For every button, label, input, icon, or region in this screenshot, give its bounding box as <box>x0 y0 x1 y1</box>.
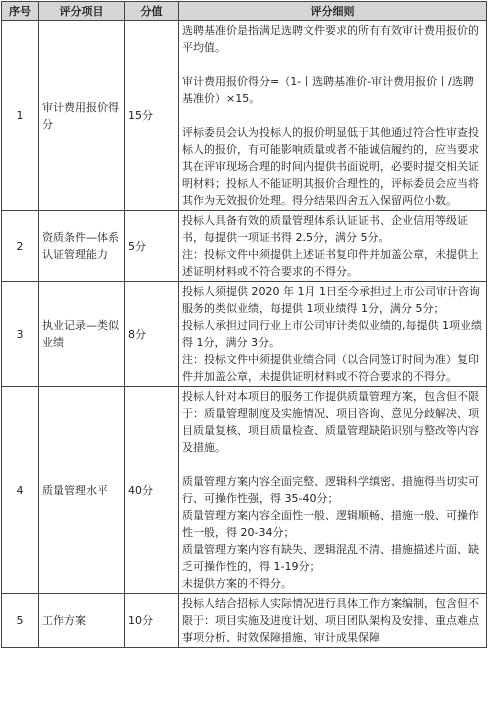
row-number: 4 <box>2 387 39 594</box>
detail-paragraph: 质量管理方案内容全面完整、逻辑科学缜密、措施得当切实可行、可操作性强，得 35-40分； <box>182 475 479 505</box>
detail-blank-line <box>182 107 483 124</box>
detail-paragraph: 投标人针对本项目的服务工作提供质量管理方案，包含但不限于：质量管理制度及实施情况、项目咨询、意见分歧解决、项目质量复核、项目质量检查、质量管理缺陷识别与整改等内容及措施。 <box>182 390 479 454</box>
row-detail <box>179 387 487 594</box>
detail-blank-line <box>182 56 483 73</box>
table-row <box>2 387 487 594</box>
row-score: 15分 <box>125 21 179 211</box>
header-score: 分值 <box>125 2 179 21</box>
row-score: 5分 <box>125 211 179 282</box>
detail-paragraph: 质量管理方案内容全面性一般、逻辑顺畅、措施一般、可操作性一般，得 20-34分； <box>182 509 479 539</box>
detail-paragraph: 质量管理方案内容有缺失、逻辑混乱不清、措施描述片面、缺乏可操作性的，得 1-19分； <box>182 543 479 573</box>
detail-paragraph: 选聘基准价是指满足选聘文件要求的所有有效审计费用报价的平均值。 <box>182 24 479 54</box>
row-detail <box>179 282 487 387</box>
table-row <box>2 21 487 211</box>
row-detail <box>179 211 487 282</box>
table-header-row <box>2 2 487 21</box>
header-no: 序号 <box>2 2 39 21</box>
detail-paragraph: 投标人须提供 2020 年 1月 1日至今承担过上市公司审计咨询服务的类似业绩，每提供 1项业绩得 1分，满分 5分； <box>182 285 480 315</box>
row-number: 5 <box>2 594 39 648</box>
detail-blank-line <box>182 456 483 473</box>
row-number: 2 <box>2 211 39 282</box>
table-row <box>2 211 487 282</box>
detail-paragraph: 注：投标文件中须提供业绩合同（以合同签订时间为准）复印件并加盖公章，未提供证明材料或不符合要求的不得分。 <box>182 353 479 383</box>
row-number: 3 <box>2 282 39 387</box>
row-score: 10分 <box>125 594 179 648</box>
detail-paragraph: 注：投标文件中须提供上述证书复印件并加盖公章，未提供上述证明材料或不符合要求的不得分。 <box>182 248 479 278</box>
table-row <box>2 282 487 387</box>
scoring-table <box>1 1 487 648</box>
header-item: 评分项目 <box>39 2 125 21</box>
detail-paragraph: 评标委员会认为投标人的报价明显低于其他通过符合性审查投标人的报价，有可能影响质量或者不能诚信履约的，应当要求其在评审现场合理的时间内提供书面说明，必要时提交相关证明材料；投标人不能证明其报价合理性的，评标委员会应当将其作为无效报价处理。得分结果四舍五入保留两位小数。 <box>182 126 479 207</box>
row-item: 执业记录—类似业绩 <box>39 282 125 387</box>
row-detail <box>179 21 487 211</box>
detail-paragraph: 投标人具备有效的质量管理体系认证证书、企业信用等级证书，每提供一项证书得 2.5分，满分 5分。 <box>182 214 468 244</box>
row-item: 工作方案 <box>39 594 125 648</box>
row-item: 质量管理水平 <box>39 387 125 594</box>
row-item: 资质条件—体系认证管理能力 <box>39 211 125 282</box>
header-detail: 评分细则 <box>179 2 487 21</box>
row-item: 审计费用报价得分 <box>39 21 125 211</box>
detail-paragraph: 未提供方案的不得分。 <box>182 577 292 590</box>
row-detail <box>179 594 487 648</box>
row-number: 1 <box>2 21 39 211</box>
detail-paragraph: 投标人结合招标人实际情况进行具体工作方案编制，包含但不限于：项目实施及进度计划、项目团队架构及安排、重点难点事项分析、时效保障措施、审计成果保障 <box>182 597 479 644</box>
table-row <box>2 594 487 648</box>
row-score: 8分 <box>125 282 179 387</box>
row-score: 40分 <box>125 387 179 594</box>
detail-paragraph: 投标人承担过同行业上市公司审计类似业绩的,每提供 1项业绩得 1分，满分 3分。 <box>182 319 482 349</box>
detail-paragraph: 审计费用报价得分=（1-丨选聘基准价-审计费用报价丨/选聘基准价）×15。 <box>182 75 474 105</box>
